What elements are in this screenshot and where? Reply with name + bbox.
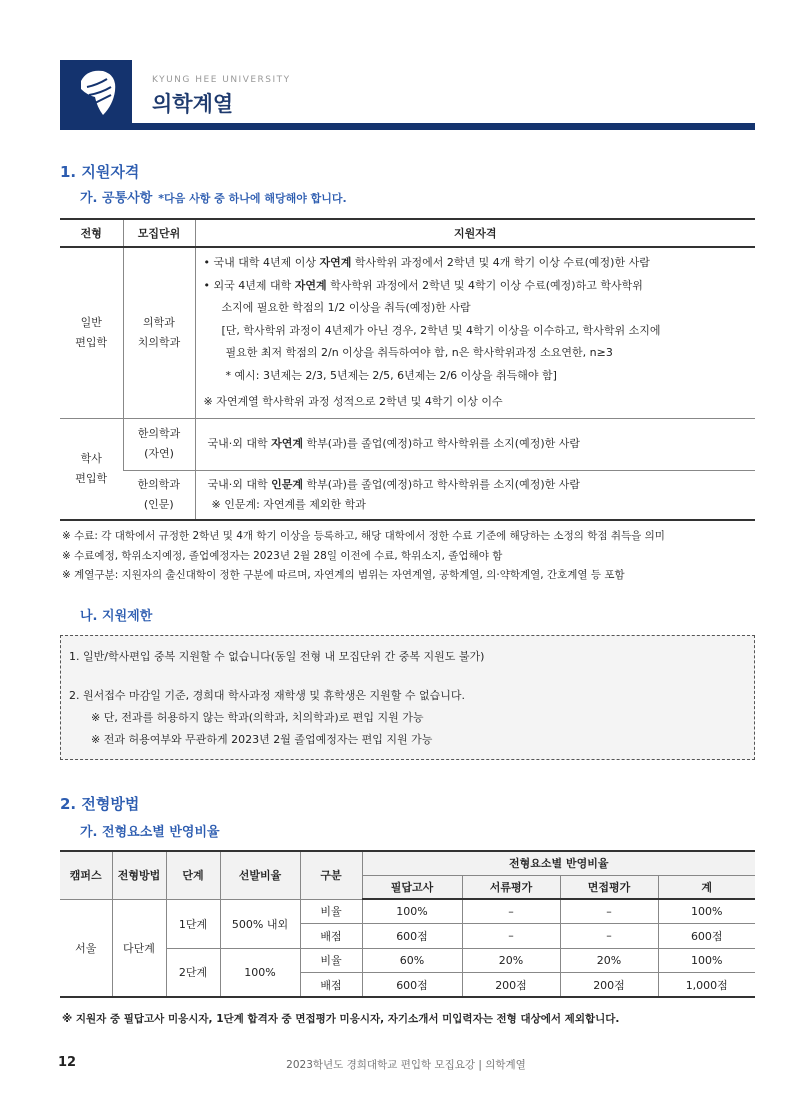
table-cell: 비율 bbox=[300, 899, 362, 924]
table-cell: 200점 bbox=[462, 973, 560, 998]
col-subheader: 필답고사 bbox=[362, 875, 462, 899]
table-cell: – bbox=[462, 924, 560, 949]
table-row bbox=[60, 418, 755, 470]
table-cell: 비율 bbox=[300, 948, 362, 973]
unit-cell: 한의학과 (인문) bbox=[123, 470, 195, 520]
table-cell: 600점 bbox=[362, 924, 462, 949]
table-cell: 600점 bbox=[658, 924, 755, 949]
restriction-item: ※ 단, 전과를 허용하지 않는 학과(의학과, 치의학과)로 편입 지원 가능 bbox=[91, 711, 424, 724]
department-title: 의학계열 bbox=[152, 92, 234, 116]
university-logo bbox=[60, 60, 132, 126]
table-cell: 20% bbox=[560, 948, 658, 973]
university-name: KYUNG HEE UNIVERSITY bbox=[152, 75, 291, 85]
table-cell: 배점 bbox=[300, 973, 362, 998]
lion-icon bbox=[73, 67, 119, 119]
table-cell: 60% bbox=[362, 948, 462, 973]
col-header: 모집단위 bbox=[123, 219, 195, 247]
table-cell: 20% bbox=[462, 948, 560, 973]
col-header: 캠퍼스 bbox=[60, 851, 112, 899]
col-subheader: 계 bbox=[658, 875, 755, 899]
col-subheader: 서류평가 bbox=[462, 875, 560, 899]
note: ※ 수료예정, 학위소지예정, 졸업예정자는 2023년 2월 28일 이전에 수료, 학위소지, 졸업해야 함 bbox=[62, 550, 503, 562]
section2-title: 2. 전형방법 bbox=[60, 795, 140, 813]
table-cell: – bbox=[560, 899, 658, 924]
header-bar bbox=[60, 123, 755, 130]
restriction-item: ※ 전과 허용여부와 무관하게 2023년 2월 졸업예정자는 편입 지원 가능 bbox=[91, 733, 433, 746]
table-cell: 600점 bbox=[362, 973, 462, 998]
footer-text: 2023학년도 경희대학교 편입학 모집요강 | 의학계열 bbox=[286, 1059, 526, 1071]
col-header: 단계 bbox=[166, 851, 220, 899]
qualification-cell: 국내·외 대학 인문계 학부(과)를 졸업(예정)하고 학사학위를 소지(예정)한 사람 ※ 인문계: 자연계를 제외한 학과 bbox=[195, 470, 755, 520]
table-cell: 배점 bbox=[300, 924, 362, 949]
table-cell: 500% 내외 bbox=[220, 899, 300, 948]
col-header: 전형요소별 반영비율 bbox=[362, 851, 755, 875]
col-header: 지원자격 bbox=[195, 219, 755, 247]
col-subheader: 면접평가 bbox=[560, 875, 658, 899]
table-cell: 1,000점 bbox=[658, 973, 755, 998]
table-cell: 100% bbox=[658, 899, 755, 924]
col-header: 전형방법 bbox=[112, 851, 166, 899]
table-cell: 100% bbox=[220, 948, 300, 997]
table-cell: 서울 bbox=[60, 899, 112, 997]
table-cell: – bbox=[462, 899, 560, 924]
section1-sub-a: 가. 공통사항 *다음 사항 중 하나에 해당해야 합니다. bbox=[80, 191, 347, 206]
type-cell: 일반 편입학 bbox=[60, 247, 123, 418]
eligibility-table bbox=[60, 218, 755, 521]
page-number: 12 bbox=[58, 1055, 77, 1070]
evaluation-table bbox=[60, 850, 755, 998]
table-cell: 200점 bbox=[560, 973, 658, 998]
restriction-item: 1. 일반/학사편입 중복 지원할 수 없습니다(동일 전형 내 모집단위 간 중복 지원도 불가) bbox=[69, 650, 485, 663]
exclusion-note: ※ 지원자 중 필답고사 미응시자, 1단계 합격자 중 면접평가 미응시자, 자기소개서 미입력자는 전형 대상에서 제외합니다. bbox=[62, 1013, 620, 1025]
table-row bbox=[60, 470, 755, 520]
type-cell: 학사 편입학 bbox=[60, 418, 123, 520]
sub-a-note: *다음 사항 중 하나에 해당해야 합니다. bbox=[158, 192, 347, 205]
table-cell: 2단계 bbox=[166, 948, 220, 997]
qualification-cell: 국내·외 대학 자연계 학부(과)를 졸업(예정)하고 학사학위를 소지(예정)한 사람 bbox=[195, 418, 755, 470]
note: ※ 계열구분: 지원자의 출신대학이 정한 구분에 따르며, 자연계의 범위는 자연계열, 공학계열, 의·약학계열, 간호계열 등 포함 bbox=[62, 569, 625, 581]
table-cell: – bbox=[560, 924, 658, 949]
restrictions-box bbox=[60, 635, 755, 760]
section2-sub-a: 가. 전형요소별 반영비율 bbox=[80, 825, 220, 840]
unit-cell: 의학과 치의학과 bbox=[123, 247, 195, 418]
table-cell: 다단계 bbox=[112, 899, 166, 997]
section1-title: 1. 지원자격 bbox=[60, 163, 140, 181]
table-cell: 1단계 bbox=[166, 899, 220, 948]
table-row bbox=[60, 247, 755, 418]
table-cell: 100% bbox=[658, 948, 755, 973]
col-header: 전형 bbox=[60, 219, 123, 247]
table-row bbox=[60, 899, 755, 924]
restriction-item: 2. 원서접수 마감일 기준, 경희대 학사과정 재학생 및 휴학생은 지원할 수 없습니다. bbox=[69, 689, 465, 702]
note: ※ 수료: 각 대학에서 규정한 2학년 및 4개 학기 이상을 등록하고, 해당 대학에서 정한 수료 기준에 해당하는 소정의 학점 취득을 의미 bbox=[62, 530, 665, 542]
qualification-cell: • 국내 대학 4년제 이상 자연계 학사학위 과정에서 2학년 및 4개 학기 이상 수료(예정)한 사람 • 외국 4년제 대학 자연계 학사학위 과정에서 2학년 및 4학기 이상 수료(예정)하고 학사학위 소지에 필요한 학점의 1/2 이상을 취득(예정)한 사람 [단, 학사학위 과정이 4년제가 아닌 경우, 2학년 및 4학기 이상을 이수하고, 학사학위 소지에 필요한 최저 학점의 2/n 이상을 취득하여야 함, n은 학사학위과정 소요연한, n≥3 * 예시: 3년제는 2/3, 5년제는 2/5, 6년제는 2/6 이상을 취득해야 함] ※ 자연계열 학사학위 과정 성적으로 2학년 및 4학기 이상 이수 bbox=[195, 247, 755, 418]
col-header: 선발비율 bbox=[220, 851, 300, 899]
table-cell: 100% bbox=[362, 899, 462, 924]
section1-sub-b: 나. 지원제한 bbox=[80, 609, 153, 624]
col-header: 구분 bbox=[300, 851, 362, 899]
unit-cell: 한의학과 (자연) bbox=[123, 418, 195, 470]
